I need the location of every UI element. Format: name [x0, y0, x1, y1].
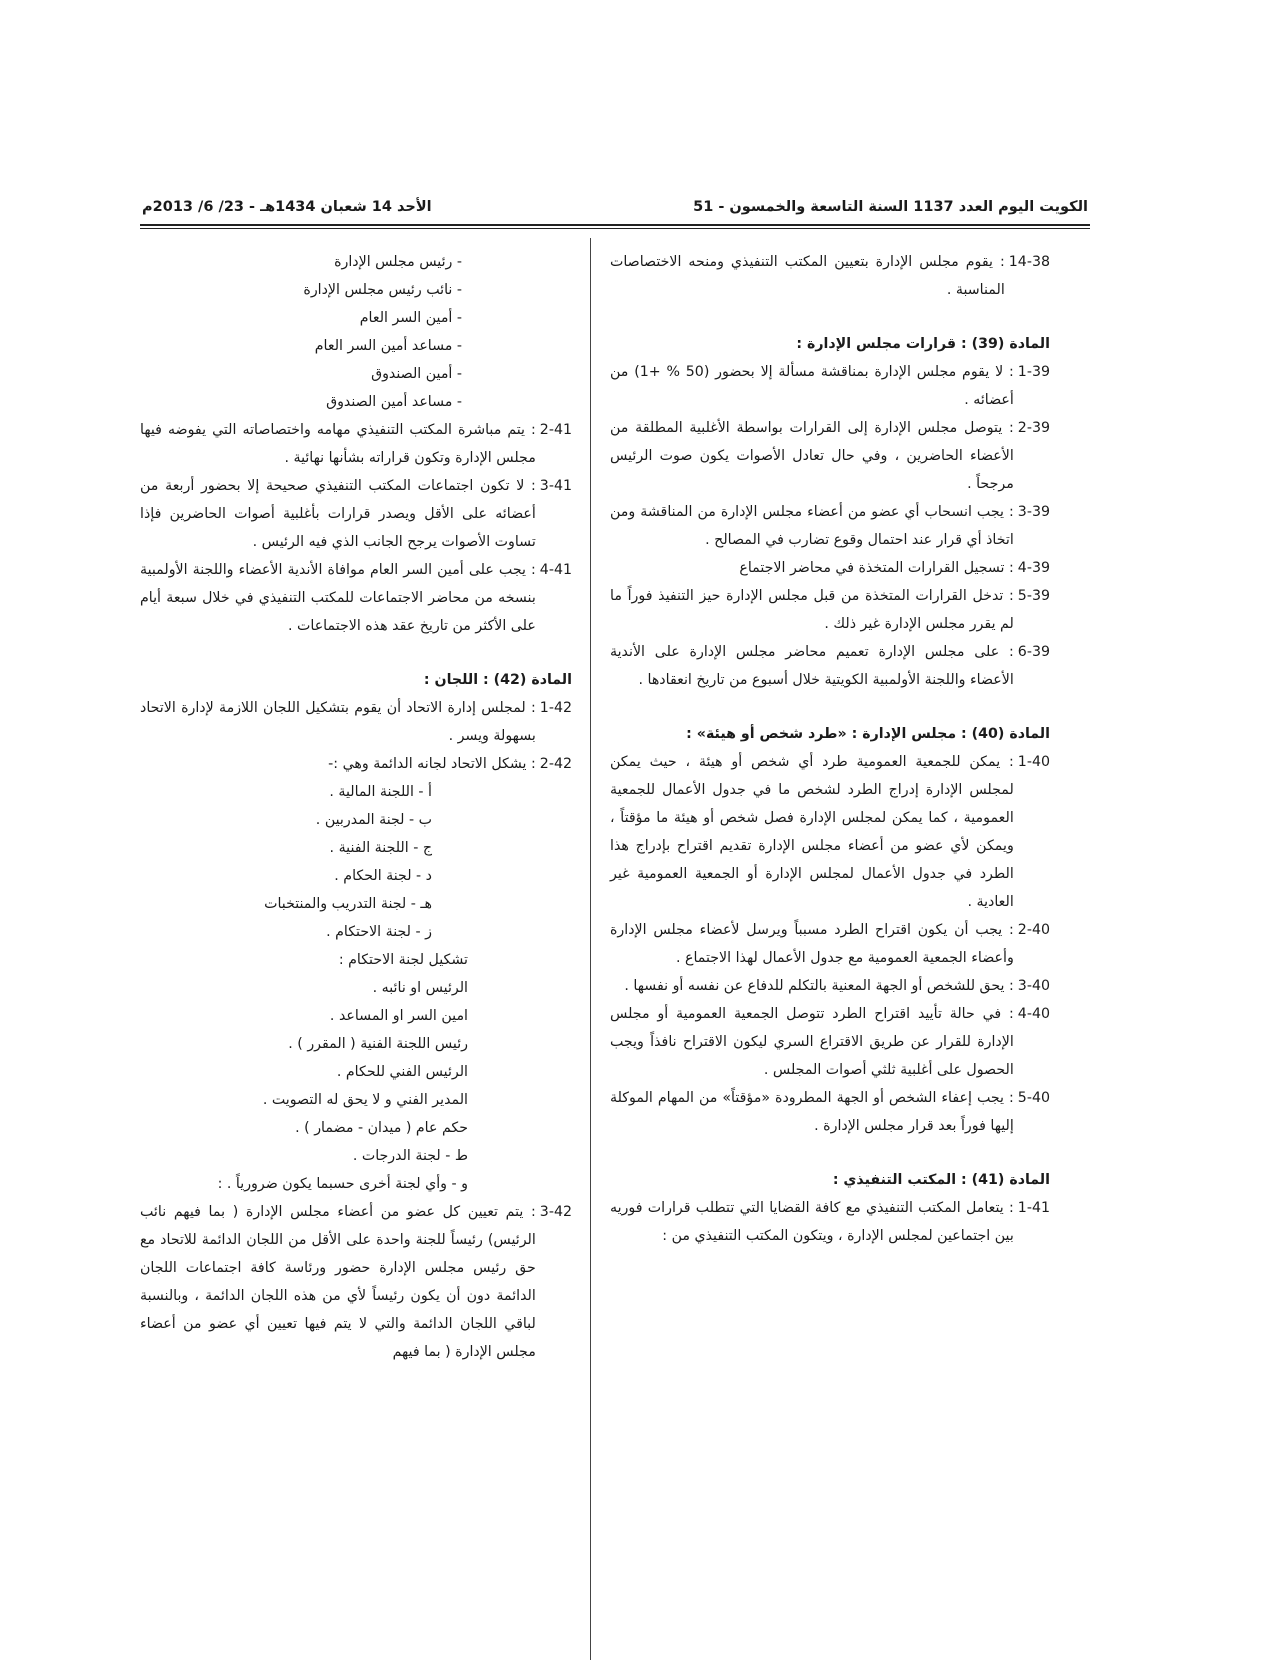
right-column: [610, 248, 1050, 1250]
clause-42-1: [140, 694, 572, 750]
clause-text: : يجب على أمين السر العام موافاة الأندية الأعضاء واللجنة الأولمبية بنسخه من محاضر الاجتماعات للمكتب التنفيذي في خلال سبعة أيام على الأكثر من تاريخ عقد هذه الاجتماعات .: [140, 562, 536, 634]
committee-item: ز - لجنة الاحتكام .: [326, 924, 432, 940]
article-41-heading: المادة (41) : المكتب التنفيذي :: [832, 1172, 1050, 1188]
clause-number: 1-39: [1017, 364, 1050, 380]
clause-text: : لا تكون اجتماعات المكتب التنفيذي صحيحة إلا بحضور أربعة من أعضائه على الأقل ويصدر قرارات بأغلبية أصوات الحاضرين فإذا تساوت الأصوات يرجح الجانب الذي فيه الرئيس .: [140, 478, 536, 550]
clause-text: : يحق للشخص أو الجهة المعنية بالتكلم للدفاع عن نفسه أو نفسها .: [624, 978, 1014, 994]
article-39-heading: المادة (39) : قرارات مجلس الإدارة :: [796, 336, 1050, 352]
clause-42-3: [140, 1198, 572, 1366]
article-40-heading: المادة (40) : مجلس الإدارة : «طرد شخص أو هيئة» :: [686, 726, 1050, 742]
clause-text: : لا يقوم مجلس الإدارة بمناقشة مسألة إلا بحضور (50 % +1) من أعضائه .: [610, 364, 1014, 408]
clause-text: : يجب إعفاء الشخص أو الجهة المطرودة «مؤقتاً» من المهام الموكلة إليها فوراً بعد قرار مجلس الإدارة .: [610, 1090, 1014, 1134]
member-list-item: - أمين السر العام: [359, 310, 462, 326]
clause-40-5: [610, 1084, 1050, 1140]
clause-number: 4-39: [1017, 560, 1050, 576]
clause-39-5: [610, 582, 1050, 638]
clause-text: : تسجيل القرارات المتخذة في محاضر الاجتماع: [739, 560, 1014, 576]
clause-number: 4-41: [539, 562, 572, 578]
clause-number: 14-38: [1008, 254, 1050, 270]
clause-number: 1-41: [1017, 1200, 1050, 1216]
member-list-item: - مساعد أمين السر العام: [314, 338, 462, 354]
clause-39-2: [610, 414, 1050, 498]
clause-number: 3-41: [539, 478, 572, 494]
clause-40-1: [610, 748, 1050, 916]
clause-41-4: [140, 556, 572, 640]
clause-38-14: [610, 248, 1050, 304]
clause-text: : يجب أن يكون اقتراح الطرد مسبباً ويرسل لأعضاء مجلس الإدارة وأعضاء الجمعية العمومية مع جدول الأعمال لهذا الاجتماع .: [610, 922, 1014, 966]
arbitration-item: الرئيس الفني للحكام .: [336, 1064, 468, 1080]
clause-text: : تدخل القرارات المتخذة من قبل مجلس الإدارة حيز التنفيذ فوراً ما لم يقرر مجلس الإدارة غير ذلك .: [610, 588, 1014, 632]
clause-39-4: [610, 554, 1050, 582]
committee-item: ب - لجنة المدربين .: [315, 812, 432, 828]
member-list-item: - رئيس مجلس الإدارة: [334, 254, 462, 270]
committee-item: د - لجنة الحكام .: [334, 868, 432, 884]
clause-number: 3-40: [1017, 978, 1050, 994]
clause-number: 2-42: [539, 756, 572, 772]
arbitration-item: امين السر او المساعد .: [329, 1008, 468, 1024]
column-divider: [590, 238, 591, 1660]
clause-40-3: [610, 972, 1050, 1000]
committee-item: أ - اللجنة المالية .: [329, 784, 432, 800]
arbitration-item: الرئيس او نائبه .: [372, 980, 468, 996]
clause-number: 6-39: [1017, 644, 1050, 660]
arbitration-item: المدير الفني و لا يحق له التصويت .: [262, 1092, 468, 1108]
clause-40-2: [610, 916, 1050, 972]
page-header: [142, 193, 1088, 221]
header-rule: [140, 224, 1090, 226]
clause-text: : يجب انسحاب أي عضو من أعضاء مجلس الإدارة من المناقشة ومن اتخاذ أي قرار عند احتمال وقوع تضارب في المصالح .: [610, 504, 1014, 548]
member-list-item: - نائب رئيس مجلس الإدارة: [303, 282, 462, 298]
clause-number: 4-40: [1017, 1006, 1050, 1022]
arbitration-item: رئيس اللجنة الفنية ( المقرر ) .: [288, 1036, 468, 1052]
clause-42-2: [140, 750, 572, 778]
other-committee-item: و - وأي لجنة أخرى حسبما يكون ضرورياً . :: [217, 1176, 468, 1192]
clause-39-3: [610, 498, 1050, 554]
arbitration-heading: تشكيل لجنة الاحتكام :: [338, 952, 468, 968]
member-list-item: - أمين الصندوق: [371, 366, 462, 382]
clause-number: 2-41: [539, 422, 572, 438]
committee-item: ج - اللجنة الفنية .: [329, 840, 432, 856]
clause-41-1: [610, 1194, 1050, 1250]
clause-number: 1-42: [539, 700, 572, 716]
clause-number: 2-39: [1017, 420, 1050, 436]
header-issue-info: الكويت اليوم العدد 1137 السنة التاسعة والخمسون - 51: [693, 199, 1088, 215]
clause-41-3: [140, 472, 572, 556]
clause-text: : على مجلس الإدارة تعميم محاضر مجلس الإدارة على الأندية الأعضاء واللجنة الأولمبية الكويتية خلال أسبوع من تاريخ انعقادها .: [610, 644, 1014, 688]
clause-number: 5-40: [1017, 1090, 1050, 1106]
clause-41-2: [140, 416, 572, 472]
arbitration-item: حكم عام ( ميدان - مضمار ) .: [295, 1120, 468, 1136]
clause-text: : يشكل الاتحاد لجانه الدائمة وهي :-: [328, 756, 536, 772]
clause-40-4: [610, 1000, 1050, 1084]
committee-item: هـ - لجنة التدريب والمنتخبات: [264, 896, 432, 912]
article-42-heading: المادة (42) : اللجان :: [423, 672, 572, 688]
clause-text: : يقوم مجلس الإدارة بتعيين المكتب التنفيذي ومنحه الاختصاصات المناسبة .: [610, 254, 1005, 298]
clause-text: : لمجلس إدارة الاتحاد أن يقوم بتشكيل اللجان اللازمة لإدارة الاتحاد بسهولة ويسر .: [140, 700, 536, 744]
clause-text: : يتم تعيين كل عضو من أعضاء مجلس الإدارة ( بما فيهم نائب الرئيس) رئيساً للجنة واحدة على الأقل من اللجان الدائمة للاتحاد مع حق رئيس مجلس الإدارة حضور ورئاسة كافة اجتماعات اللجان الدائمة دون أن يكون رئيساً لأي من هذه اللجان الدائمة ، وبالنسبة لباقي اللجان الدائمة والتي لا يتم فيها تعيين أي عضو من أعضاء مجلس الإدارة ( بما فيهم: [140, 1204, 536, 1360]
clause-text: : في حالة تأييد اقتراح الطرد تتوصل الجمعية العمومية أو مجلس الإدارة للقرار عن طريق الاقتراع السري ليكون الاقتراح نافذاً ويجب الحصول على أغلبية ثلثي أصوات المجلس .: [610, 1006, 1014, 1078]
header-rule-thin: [140, 228, 1090, 229]
clause-number: 5-39: [1017, 588, 1050, 604]
clause-text: : يمكن للجمعية العمومية طرد أي شخص أو هيئة ، حيث يمكن لمجلس الإدارة إدراج الطرد لشخص ما في جدول الأعمال للجمعية العمومية ، كما يمكن لمجلس الإدارة فصل شخص أو هيئة ما مؤقتاً ، ويمكن لأي عضو من أعضاء مجلس الإدارة تقديم اقتراح بإدراج هذا الطرد في جدول الأعمال لمجلس الإدارة أو الجمعية العمومية غير العادية .: [610, 754, 1014, 910]
clause-number: 3-42: [539, 1204, 572, 1220]
arbitration-item: ط - لجنة الدرجات .: [352, 1148, 468, 1164]
member-list-item: - مساعد أمين الصندوق: [326, 394, 462, 410]
clause-number: 3-39: [1017, 504, 1050, 520]
clause-number: 1-40: [1017, 754, 1050, 770]
clause-text: : يتم مباشرة المكتب التنفيذي مهامه واختصاصاته التي يفوضه فيها مجلس الإدارة وتكون قراراته بشأنها نهائية .: [140, 422, 536, 466]
clause-text: : يتعامل المكتب التنفيذي مع كافة القضايا التي تتطلب قرارات فوريه بين اجتماعين لمجلس الإدارة ، ويتكون المكتب التنفيذي من :: [610, 1200, 1014, 1244]
left-column: [140, 248, 572, 1366]
clause-number: 2-40: [1017, 922, 1050, 938]
header-date: الأحد 14 شعبان 1434هـ - 23/ 6/ 2013م: [142, 199, 432, 215]
clause-39-6: [610, 638, 1050, 694]
clause-39-1: [610, 358, 1050, 414]
clause-text: : يتوصل مجلس الإدارة إلى القرارات بواسطة الأغلبية المطلقة من الأعضاء الحاضرين ، وفي حال تعادل الأصوات يكون صوت الرئيس مرجحاً .: [610, 420, 1014, 492]
